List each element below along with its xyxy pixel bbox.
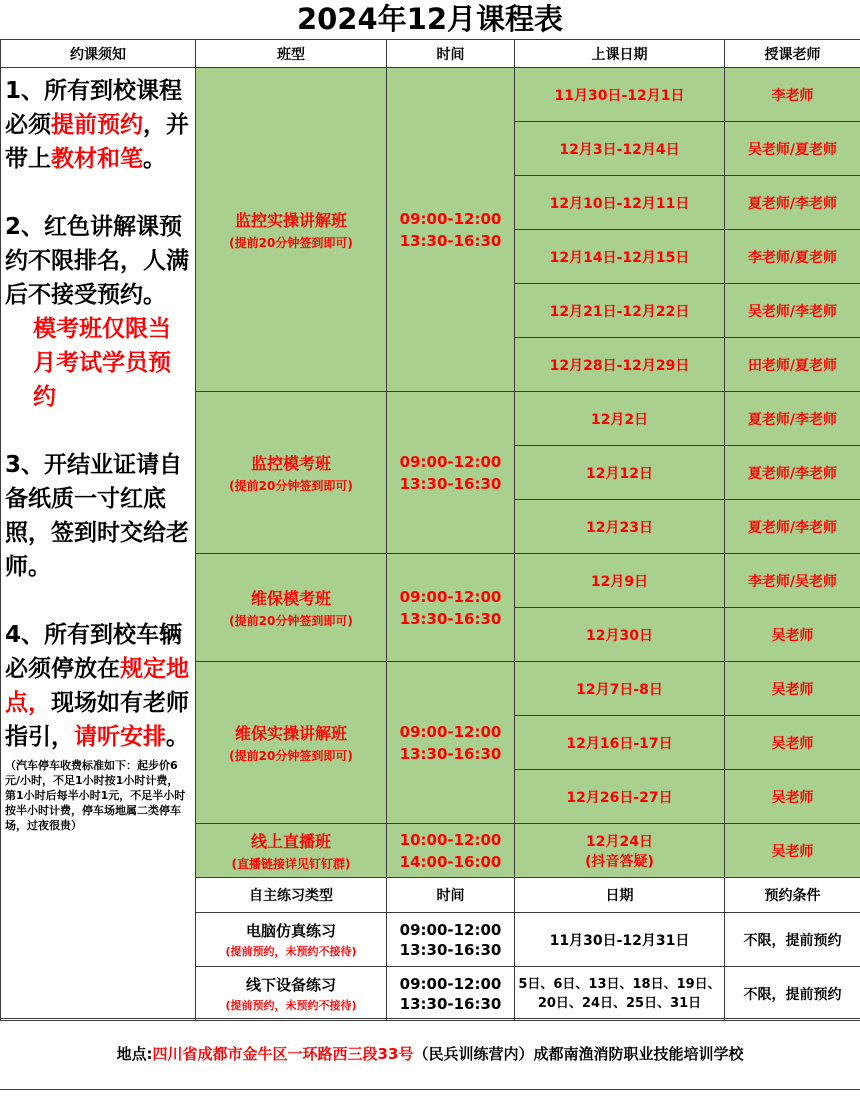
practice-time: 09:00-12:00 13:30-16:30 (387, 913, 515, 967)
header-time: 时间 (387, 40, 515, 68)
class-cell (196, 68, 387, 392)
session-date: 12月14日-12月15日 (515, 230, 725, 284)
location-school: （民兵训练营内）成都南渔消防职业技能培训学校 (413, 1045, 744, 1063)
session-date: 12月10日-12月11日 (515, 176, 725, 230)
location-footer (0, 1018, 860, 1090)
session-date: 12月23日 (515, 500, 725, 554)
table-row (1, 68, 860, 122)
session-teacher: 李老师 (725, 68, 860, 122)
header-row (1, 40, 860, 68)
practice-time: 09:00-12:00 13:30-16:30 (387, 967, 515, 1021)
booking-notice (1, 68, 196, 1021)
session-date: 12月16日-17日 (515, 716, 725, 770)
session-teacher: 吴老师 (725, 770, 860, 824)
practice-name: 线下设备练习 (245, 976, 336, 994)
class-name: 监控模考班 (250, 454, 331, 473)
practice-header-type: 自主练习类型 (196, 878, 387, 913)
session-teacher: 吴老师 (725, 662, 860, 716)
header-teacher: 授课老师 (725, 40, 860, 68)
class-time: 10:00-12:00 14:00-16:00 (387, 824, 515, 878)
session-teacher: 吴老师/李老师 (725, 284, 860, 338)
session-teacher: 夏老师/李老师 (725, 392, 860, 446)
session-teacher: 李老师/吴老师 (725, 554, 860, 608)
notice-item-1: 1、所有到校课程必须提前预约，并带上教材和笔。 (5, 78, 189, 172)
class-time: 09:00-12:00 13:30-16:30 (387, 662, 515, 824)
session-teacher: 夏老师/李老师 (725, 446, 860, 500)
session-teacher: 吴老师 (725, 824, 860, 878)
class-cell (196, 662, 387, 824)
practice-condition: 不限，提前预约 (725, 913, 860, 967)
class-note: (直播链接详见钉钉群) (231, 857, 351, 871)
session-date: 11月30日-12月1日 (515, 68, 725, 122)
class-name: 线上直播班 (250, 832, 331, 851)
session-date: 12月28日-12月29日 (515, 338, 725, 392)
class-time: 09:00-12:00 13:30-16:30 (387, 68, 515, 392)
session-teacher: 吴老师/夏老师 (725, 122, 860, 176)
practice-header-condition: 预约条件 (725, 878, 860, 913)
session-teacher: 夏老师/李老师 (725, 176, 860, 230)
class-note: (提前20分钟签到即可) (229, 614, 353, 628)
parking-fee-note: （汽车停车收费标准如下：起步价6元/小时，不足1小时按1小时计费，第1小时后每半小时1元，不足半小时按半小时计费，停车场地属二类停车场，过夜很贵） (5, 759, 186, 832)
class-cell (196, 554, 387, 662)
session-date: 12月12日 (515, 446, 725, 500)
notice-item-3: 3、开结业证请自备纸质一寸红底照，签到时交给老师。 (5, 452, 189, 580)
session-teacher: 夏老师/李老师 (725, 500, 860, 554)
session-teacher: 田老师/夏老师 (725, 338, 860, 392)
session-date: 12月24日 (抖音答疑) (515, 824, 725, 878)
practice-header-date: 日期 (515, 878, 725, 913)
class-note: (提前20分钟签到即可) (229, 236, 353, 250)
practice-header-time: 时间 (387, 878, 515, 913)
header-date: 上课日期 (515, 40, 725, 68)
session-teacher: 吴老师 (725, 716, 860, 770)
session-date: 12月21日-12月22日 (515, 284, 725, 338)
practice-name: 电脑仿真练习 (245, 922, 336, 940)
session-date: 12月7日-8日 (515, 662, 725, 716)
class-cell (196, 824, 387, 878)
session-date: 12月3日-12月4日 (515, 122, 725, 176)
header-notice: 约课须知 (1, 40, 196, 68)
header-class-type: 班型 (196, 40, 387, 68)
class-note: (提前20分钟签到即可) (229, 749, 353, 763)
session-date: 12月30日 (515, 608, 725, 662)
practice-date: 5日、6日、13日、18日、19日、 20日、24日、25日、31日 (515, 967, 725, 1021)
class-name: 维保模考班 (250, 589, 331, 608)
session-date: 12月9日 (515, 554, 725, 608)
session-date: 12月26日-27日 (515, 770, 725, 824)
practice-type-cell (196, 967, 387, 1021)
class-cell (196, 392, 387, 554)
page-title: 2024年12月课程表 (296, 2, 564, 36)
notice-item-4: 4、所有到校车辆必须停放在规定地点，现场如有老师指引，请听安排。 (5, 622, 189, 750)
notice-mock-exam: 模考班仅限当月考试学员预约 (33, 316, 171, 410)
practice-note: (提前预约，未预约不接待) (225, 999, 357, 1012)
notice-item-2: 2、红色讲解课预约不限排名，人满后不接受预约。 (5, 214, 189, 308)
location-address: 四川省成都市金牛区一环路西三段33号 (152, 1045, 414, 1063)
class-note: (提前20分钟签到即可) (229, 479, 353, 493)
class-time: 09:00-12:00 13:30-16:30 (387, 554, 515, 662)
session-teacher: 吴老师 (725, 608, 860, 662)
class-name: 监控实操讲解班 (234, 211, 347, 230)
location-label: 地点: (116, 1045, 153, 1063)
practice-condition: 不限，提前预约 (725, 967, 860, 1021)
practice-date: 11月30日-12月31日 (515, 913, 725, 967)
session-date: 12月2日 (515, 392, 725, 446)
schedule-table (0, 39, 860, 1021)
class-time: 09:00-12:00 13:30-16:30 (387, 392, 515, 554)
session-teacher: 李老师/夏老师 (725, 230, 860, 284)
class-name: 维保实操讲解班 (234, 724, 347, 743)
practice-type-cell (196, 913, 387, 967)
practice-note: (提前预约，未预约不接待) (225, 945, 357, 958)
